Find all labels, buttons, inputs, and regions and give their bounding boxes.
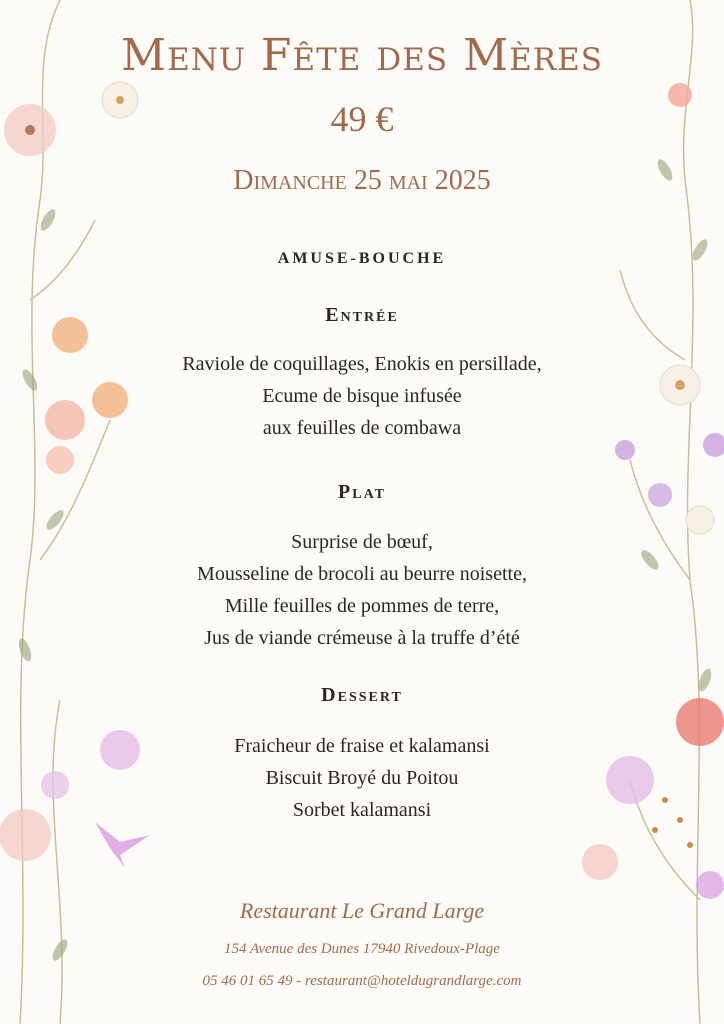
- dessert-items: [0, 730, 724, 826]
- entree-items: [0, 348, 724, 444]
- plat-item: Mille feuilles de pommes de terre,: [224, 595, 500, 617]
- entree-item: Ecume de bisque infusée: [262, 385, 462, 407]
- plat-item: Jus de viande crémeuse à la truffe d’été: [204, 627, 520, 649]
- menu-title: Menu Fête des Mères: [121, 30, 603, 81]
- menu-price: 49 €: [330, 99, 394, 139]
- dessert-item: Biscuit Broyé du Poitou: [265, 767, 459, 789]
- plat-items: [0, 526, 724, 654]
- entree-heading: Entrée: [325, 304, 399, 326]
- dessert-heading: Dessert: [321, 684, 403, 706]
- restaurant-address: 154 Avenue des Dunes 17940 Rivedoux-Plage: [224, 941, 500, 957]
- dessert-item: Sorbet kalamansi: [292, 799, 432, 821]
- entree-item: Raviole de coquillages, Enokis en persillade,: [182, 353, 542, 375]
- plat-item: Mousseline de brocoli au beurre noisette,: [197, 563, 527, 585]
- entree-item: aux feuilles de combawa: [262, 417, 462, 439]
- restaurant-name: Restaurant Le Grand Large: [239, 898, 485, 923]
- restaurant-contact: 05 46 01 65 49 - restaurant@hoteldugrandlarge.com: [202, 973, 522, 989]
- plat-item: Surprise de bœuf,: [291, 531, 433, 553]
- menu-date: Dimanche 25 mai 2025: [233, 165, 491, 196]
- plat-heading: Plat: [338, 481, 386, 503]
- amuse-bouche-heading: AMUSE-BOUCHE: [277, 250, 447, 267]
- dessert-item: Fraicheur de fraise et kalamansi: [234, 735, 490, 757]
